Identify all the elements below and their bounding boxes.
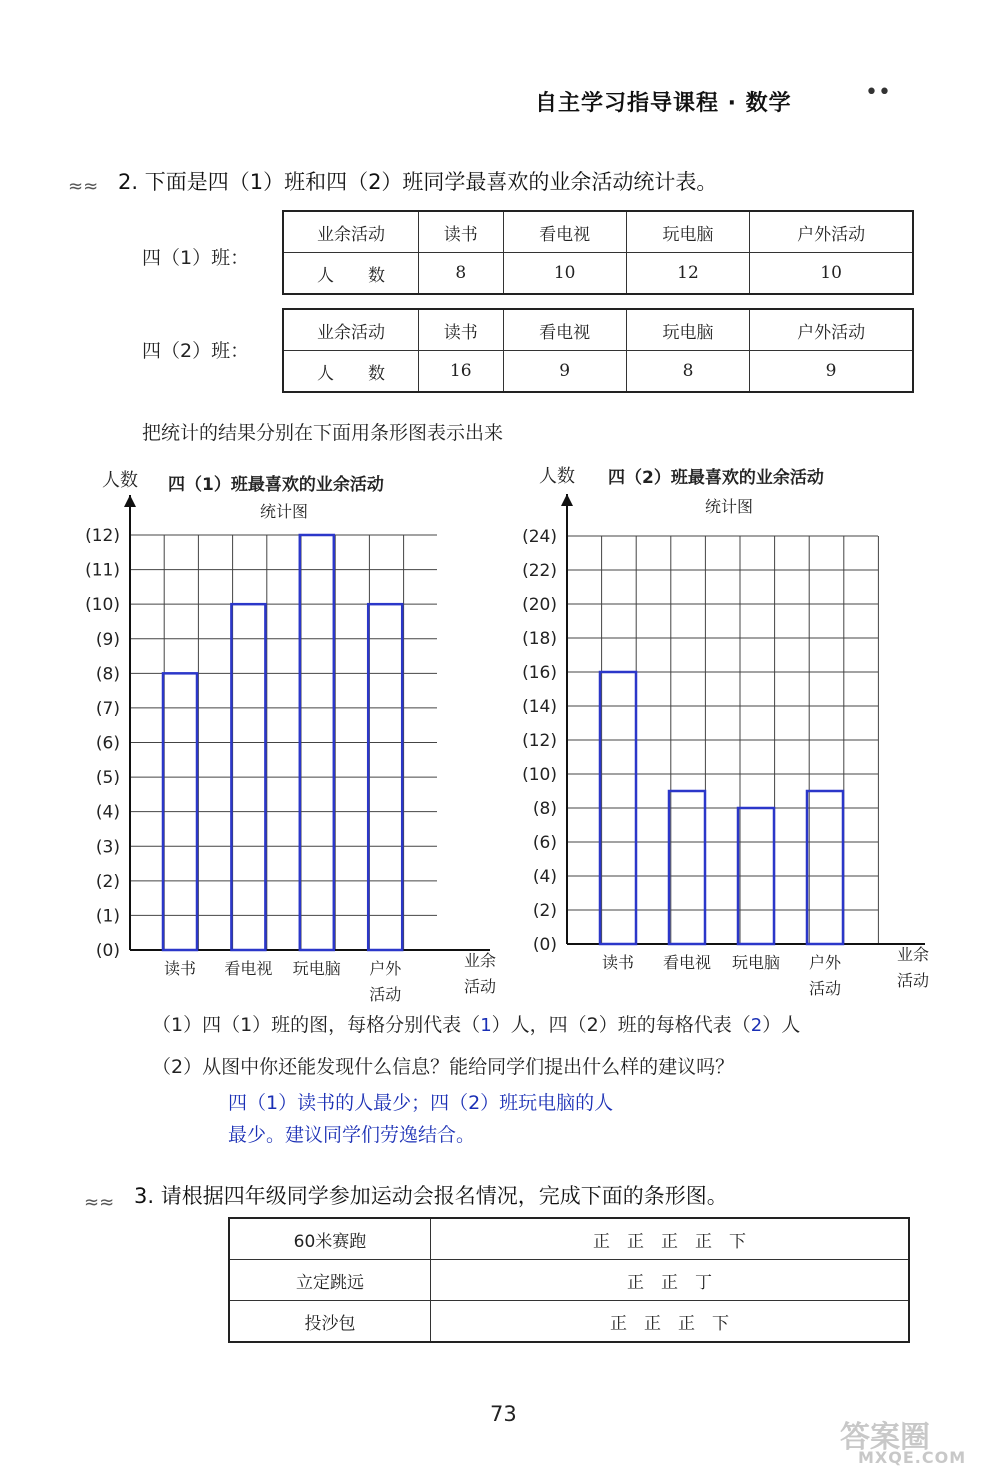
y-tick-label: (14) (522, 697, 557, 717)
y-tick-label: (2) (95, 871, 120, 892)
table-cell: 人 数 (283, 351, 419, 393)
table-cell: 业余活动 (283, 309, 419, 351)
y-tick-label: (20) (522, 595, 557, 615)
header-decoration: •• (865, 80, 891, 105)
stats-table-class1 (282, 210, 914, 295)
table-cell: 16 (419, 351, 504, 393)
y-tick-label: (4) (95, 802, 120, 823)
y-tick-label: (0) (95, 941, 120, 961)
table-row (283, 253, 913, 295)
subquestion-1 (152, 1010, 800, 1037)
event-cell: 投沙包 (229, 1301, 431, 1343)
category-label: 读书 (163, 959, 197, 978)
y-tick-label: (10) (522, 765, 557, 785)
table-row (229, 1260, 909, 1301)
subquestion-1-suffix: ）人 (762, 1014, 801, 1036)
table-cell: 9 (503, 351, 626, 393)
table-header-row (283, 309, 913, 351)
tally-cell: 正 正 正 下 (431, 1301, 910, 1343)
x-axis-label: 业余 (896, 945, 930, 964)
category-label: 活动 (369, 985, 402, 1004)
chart-subtitle: 统计图 (705, 497, 754, 516)
table-cell: 10 (750, 253, 913, 295)
y-tick-label: (12) (522, 731, 557, 751)
category-label: 看电视 (662, 953, 712, 972)
subquestion-1-middle: ）人，四（2）班的每格代表（ (491, 1014, 751, 1036)
table-cell: 看电视 (503, 309, 626, 351)
y-tick-label: (1) (95, 906, 120, 927)
q3-title: 3. 请根据四年级同学参加运动会报名情况，完成下面的条形图。 (134, 1184, 728, 1208)
event-cell: 立定跳远 (229, 1260, 431, 1301)
y-tick-label: (12) (85, 526, 120, 546)
table-row (283, 351, 913, 393)
answer-2: 2 (750, 1015, 763, 1036)
x-axis-label: 业余 (463, 951, 497, 970)
category-label: 户外 (808, 953, 842, 972)
watermark-url: MXQE.COM (858, 1448, 967, 1467)
category-label: 户外 (369, 959, 402, 978)
table-cell: 看电视 (503, 211, 626, 253)
y-tick-label: (10) (85, 595, 120, 616)
watermark-logo: 答案圈 (840, 1420, 930, 1455)
y-tick-label: (24) (522, 527, 557, 547)
y-tick-label: (3) (95, 837, 120, 858)
y-tick-label: (9) (95, 629, 120, 650)
table-cell: 户外活动 (750, 211, 913, 253)
table-cell: 8 (419, 253, 504, 295)
table-cell: 9 (750, 351, 913, 393)
category-label: 读书 (601, 953, 635, 972)
table-cell: 业余活动 (283, 211, 419, 253)
y-axis-arrow-icon (561, 494, 573, 506)
answer-1: 1 (480, 1015, 492, 1036)
y-tick-label: (0) (532, 935, 557, 955)
table-row (229, 1301, 909, 1343)
swallow-decoration-icon: ≈≈ (84, 1192, 115, 1213)
tally-cell: 正 正 正 正 下 (431, 1218, 910, 1260)
chart-y-axis-label: 人数 (102, 470, 138, 491)
y-tick-label: (8) (532, 799, 557, 819)
table-row (229, 1218, 909, 1260)
y-tick-label: (11) (85, 560, 120, 581)
table-cell: 读书 (419, 211, 504, 253)
category-label: 看电视 (224, 959, 273, 978)
table-cell: 10 (503, 253, 626, 295)
table-cell: 读书 (419, 309, 504, 351)
table-cell: 8 (626, 351, 749, 393)
table1-label: 四（1）班： (142, 247, 250, 269)
y-tick-label: (4) (532, 867, 557, 887)
table-cell: 户外活动 (750, 309, 913, 351)
subquestion-2: （2）从图中你还能发现什么信息？能给同学们提出什么样的建议吗？ (152, 1056, 735, 1078)
x-axis-label: 活动 (463, 977, 497, 996)
y-tick-label: (6) (532, 833, 557, 853)
y-tick-label: (5) (95, 768, 120, 789)
chart-y-axis-label: 人数 (539, 466, 575, 487)
answer-line-2: 最少。建议同学们劳逸结合。 (228, 1124, 476, 1146)
y-tick-label: (16) (522, 663, 557, 683)
signup-table (228, 1217, 910, 1343)
table-header-row (283, 211, 913, 253)
y-tick-label: (18) (522, 629, 557, 649)
answer-line-1: 四（1）读书的人最少；四（2）班玩电脑的人 (228, 1092, 614, 1114)
y-tick-label: (6) (95, 733, 120, 754)
bar (807, 791, 843, 944)
chart-title: 四（2）班最喜欢的业余活动 (608, 468, 824, 488)
subquestion-1-prefix: （1）四（1）班的图，每格分别代表（ (152, 1014, 481, 1036)
event-cell: 60米赛跑 (229, 1218, 431, 1260)
y-tick-label: (2) (532, 901, 557, 921)
q2-title: 2. 下面是四（1）班和四（2）班同学最喜欢的业余活动统计表。 (118, 170, 718, 194)
table-cell: 玩电脑 (626, 211, 749, 253)
chart-subtitle: 统计图 (260, 502, 309, 521)
y-axis-arrow-icon (124, 495, 136, 507)
bar-chart-class2 (505, 456, 945, 1001)
y-tick-label: (22) (522, 561, 557, 581)
swallow-decoration-icon: ≈≈ (68, 176, 99, 197)
bar-chart-class1 (60, 460, 510, 1005)
x-axis-label: 活动 (896, 971, 930, 990)
tally-cell: 正 正 丁 (431, 1260, 910, 1301)
category-label: 活动 (808, 979, 842, 998)
header-title: 自主学习指导课程 · 数学 (535, 91, 792, 116)
chart-title: 四（1）班最喜欢的业余活动 (168, 475, 384, 495)
table-cell: 玩电脑 (626, 309, 749, 351)
y-tick-label: (8) (95, 664, 120, 685)
table2-label: 四（2）班： (142, 340, 250, 362)
table-cell: 人 数 (283, 253, 419, 295)
page-number: 73 (490, 1402, 517, 1426)
bar (669, 791, 705, 944)
chart-instruction: 把统计的结果分别在下面用条形图表示出来 (142, 422, 504, 444)
category-label: 玩电脑 (731, 953, 781, 972)
y-tick-label: (7) (95, 698, 120, 719)
category-label: 玩电脑 (292, 959, 341, 978)
table-cell: 12 (626, 253, 749, 295)
stats-table-class2 (282, 308, 914, 393)
